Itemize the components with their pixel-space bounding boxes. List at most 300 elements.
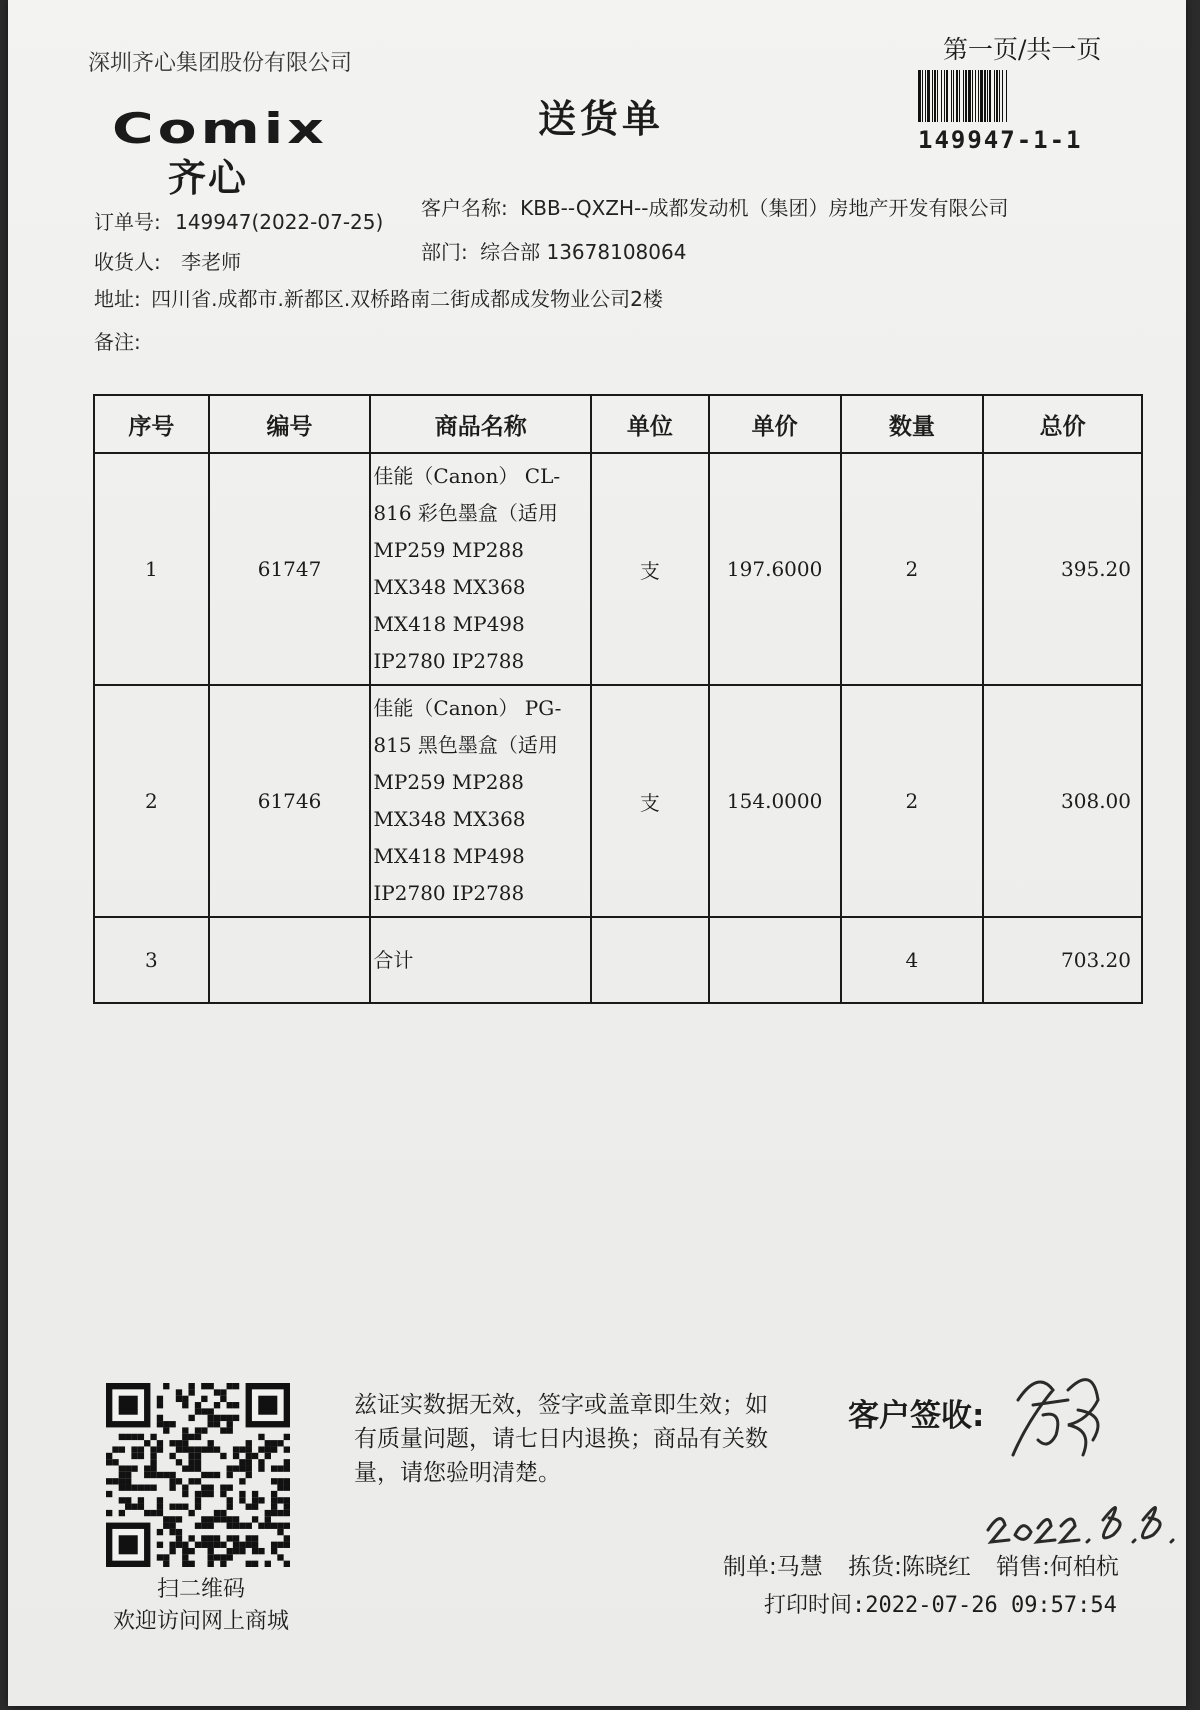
- qr-module: [265, 1523, 271, 1529]
- qr-module: [284, 1510, 290, 1516]
- qr-module: [246, 1472, 252, 1478]
- qr-module: [106, 1453, 112, 1459]
- qr-module: [163, 1554, 169, 1560]
- qr-module: [195, 1459, 201, 1465]
- qr-module: [227, 1383, 233, 1389]
- qr-module: [284, 1561, 290, 1567]
- qr-module: [252, 1504, 258, 1510]
- qr-module: [246, 1453, 252, 1459]
- qr-module: [233, 1415, 239, 1421]
- sales-name: 何柏杭: [1049, 1554, 1119, 1580]
- customer-sign-label: 客户签收:: [848, 1398, 985, 1434]
- qr-module: [233, 1523, 239, 1529]
- qr-module: [182, 1465, 188, 1471]
- qr-module: [227, 1421, 233, 1427]
- qr-module: [176, 1459, 182, 1465]
- maker-name: 马慧: [776, 1554, 823, 1580]
- qr-module: [182, 1485, 188, 1491]
- cell-seq: 3: [94, 917, 209, 1003]
- logo-text-en: Comix: [112, 104, 328, 153]
- order-number: 149947(2022-07-25): [175, 210, 384, 234]
- delivery-note-paper: [8, 0, 1186, 1706]
- qr-module: [125, 1504, 131, 1510]
- qr-module: [195, 1408, 201, 1414]
- qr-module: [284, 1504, 290, 1510]
- customer-row: [421, 192, 1008, 221]
- qr-module: [157, 1497, 163, 1503]
- qr-module: [163, 1472, 169, 1478]
- qr-module: [284, 1497, 290, 1503]
- qr-module: [246, 1440, 252, 1446]
- qr-module: [112, 1478, 118, 1484]
- qr-module: [182, 1504, 188, 1510]
- qr-module: [227, 1504, 233, 1510]
- remark-row: [94, 326, 141, 355]
- qr-module: [233, 1548, 239, 1554]
- qr-module: [271, 1497, 277, 1503]
- qr-module: [169, 1440, 175, 1446]
- qr-module: [271, 1548, 277, 1554]
- qr-module: [169, 1504, 175, 1510]
- staff-row: [723, 1548, 1119, 1581]
- qr-module: [125, 1478, 131, 1484]
- qr-module: [220, 1427, 226, 1433]
- qr-module: [176, 1542, 182, 1548]
- cell-total: 308.00: [983, 685, 1142, 917]
- qr-module: [150, 1472, 156, 1478]
- qr-module: [125, 1434, 131, 1440]
- qr-module: [182, 1446, 188, 1452]
- qr-module: [119, 1434, 125, 1440]
- qr-module: [265, 1440, 271, 1446]
- company-name: 深圳齐心集团股份有限公司: [88, 51, 353, 76]
- items-table: [93, 394, 1143, 1004]
- qr-module: [265, 1516, 271, 1522]
- qr-module: [169, 1472, 175, 1478]
- qr-module: [169, 1542, 175, 1548]
- qr-module: [201, 1396, 207, 1402]
- qr-module: [214, 1446, 220, 1452]
- cell-sum-label: 合计: [370, 917, 591, 1003]
- qr-module: [277, 1529, 283, 1535]
- qr-module: [220, 1485, 226, 1491]
- qr-module: [150, 1465, 156, 1471]
- qr-module: [195, 1497, 201, 1503]
- cell-seq: 1: [94, 453, 209, 685]
- qr-module: [277, 1510, 283, 1516]
- qr-module: [138, 1485, 144, 1491]
- address-value: 四川省.成都市.新都区.双桥路南二街成都成发物业公司2楼: [151, 287, 663, 311]
- qr-module: [227, 1548, 233, 1554]
- remark-label: 备注:: [94, 330, 141, 354]
- header-unit-price: 单价: [709, 395, 841, 453]
- cell-product-name: 佳能（Canon） PG-815 黑色墨盒（适用 MP259 MP288 MX348 MX368 MX418 MP498 IP2780 IP2788: [370, 685, 591, 917]
- qr-module: [169, 1548, 175, 1554]
- qr-module: [106, 1478, 112, 1484]
- picker-name: 陈晓红: [901, 1554, 971, 1580]
- qr-module: [195, 1402, 201, 1408]
- cell-unit: [591, 917, 709, 1003]
- logo-text-cn: 齐心: [168, 156, 249, 200]
- qr-module: [169, 1478, 175, 1484]
- qr-module: [188, 1453, 194, 1459]
- qr-module: [131, 1453, 137, 1459]
- qr-module: [284, 1523, 290, 1529]
- qr-module: [182, 1491, 188, 1497]
- qr-module: [220, 1389, 226, 1395]
- cell-total: 395.20: [983, 453, 1142, 685]
- qr-module: [239, 1465, 245, 1471]
- order-number-label: 订单号:: [94, 210, 161, 234]
- qr-module: [201, 1408, 207, 1414]
- qr-module: [157, 1415, 163, 1421]
- qr-module: [214, 1389, 220, 1395]
- qr-module: [271, 1510, 277, 1516]
- signature-date: [983, 1490, 1183, 1550]
- qr-module: [138, 1504, 144, 1510]
- qr-module: [188, 1415, 194, 1421]
- qr-caption-visit: 欢迎访问网上商城: [112, 1609, 289, 1634]
- qr-module: [195, 1453, 201, 1459]
- qr-module: [284, 1485, 290, 1491]
- qr-module: [284, 1446, 290, 1452]
- qr-module: [220, 1561, 226, 1567]
- qr-caption-scan: 扫二维码: [156, 1577, 245, 1602]
- qr-module: [208, 1561, 214, 1567]
- qr-module: [119, 1485, 125, 1491]
- qr-module: [182, 1542, 188, 1548]
- qr-module: [208, 1446, 214, 1452]
- qr-module: [208, 1485, 214, 1491]
- qr-module: [157, 1504, 163, 1510]
- qr-module: [169, 1523, 175, 1529]
- qr-module: [176, 1440, 182, 1446]
- qr-module: [182, 1427, 188, 1433]
- qr-module: [284, 1535, 290, 1541]
- qr-module: [176, 1535, 182, 1541]
- qr-module: [182, 1434, 188, 1440]
- qr-module: [157, 1402, 163, 1408]
- qr-module: [150, 1459, 156, 1465]
- qr-module: [157, 1529, 163, 1535]
- maker-label: 制单:: [723, 1554, 777, 1580]
- comix-logo: [112, 104, 328, 202]
- qr-module: [163, 1561, 169, 1567]
- qr-module: [169, 1485, 175, 1491]
- qr-module: [201, 1485, 207, 1491]
- cell-seq: 2: [94, 685, 209, 917]
- qr-module: [201, 1535, 207, 1541]
- qr-module: [258, 1459, 264, 1465]
- header-code: 编号: [209, 395, 371, 453]
- qr-module: [239, 1459, 245, 1465]
- qr-module: [201, 1523, 207, 1529]
- qr-module: [258, 1434, 264, 1440]
- qr-module: [201, 1542, 207, 1548]
- qr-module: [157, 1396, 163, 1402]
- qr-code: [106, 1383, 290, 1567]
- qr-module: [277, 1465, 283, 1471]
- receiver-name: 李老师: [181, 250, 242, 274]
- qr-module: [220, 1415, 226, 1421]
- qr-module: [125, 1472, 131, 1478]
- receiver-row: [94, 246, 241, 275]
- qr-module: [157, 1510, 163, 1516]
- qr-module: [258, 1548, 264, 1554]
- qr-module: [239, 1523, 245, 1529]
- qr-module: [258, 1497, 264, 1503]
- qr-module: [208, 1408, 214, 1414]
- cell-code: 61746: [209, 685, 371, 917]
- qr-module: [246, 1446, 252, 1452]
- qr-module: [246, 1561, 252, 1567]
- cell-quantity: 4: [841, 917, 984, 1003]
- qr-module: [239, 1491, 245, 1497]
- qr-module: [119, 1396, 138, 1415]
- cell-unit: 支: [591, 453, 709, 685]
- qr-module: [252, 1516, 258, 1522]
- qr-module: [182, 1548, 188, 1554]
- qr-module: [227, 1402, 233, 1408]
- address-row: [94, 283, 663, 312]
- qr-module: [220, 1453, 226, 1459]
- qr-module: [176, 1504, 182, 1510]
- picker-label: 拣货:: [848, 1554, 902, 1580]
- qr-module: [188, 1383, 194, 1389]
- qr-module: [271, 1504, 277, 1510]
- qr-module: [119, 1497, 125, 1503]
- qr-module: [112, 1459, 118, 1465]
- qr-module: [208, 1491, 214, 1497]
- qr-module: [208, 1548, 214, 1554]
- qr-module: [265, 1510, 271, 1516]
- qr-module: [246, 1465, 252, 1471]
- qr-module: [119, 1446, 125, 1452]
- qr-module: [239, 1548, 245, 1554]
- qr-module: [214, 1554, 220, 1560]
- qr-module: [277, 1478, 283, 1484]
- qr-module: [131, 1446, 137, 1452]
- qr-module: [182, 1402, 188, 1408]
- print-time-label: 打印时间:: [764, 1593, 866, 1618]
- qr-module: [138, 1434, 144, 1440]
- qr-module: [131, 1485, 137, 1491]
- qr-module: [188, 1478, 194, 1484]
- qr-module: [220, 1542, 226, 1548]
- department-value: 综合部 13678108064: [480, 240, 687, 264]
- barcode-number: 149947-1-1: [918, 126, 1083, 154]
- qr-module: [169, 1529, 175, 1535]
- cell-product-name: 佳能（Canon） CL-816 彩色墨盒（适用 MP259 MP288 MX348 MX368 MX418 MP498 IP2780 IP2788: [370, 453, 591, 685]
- qr-module: [214, 1472, 220, 1478]
- qr-module: [150, 1446, 156, 1452]
- qr-module: [258, 1396, 277, 1415]
- qr-module: [201, 1516, 207, 1522]
- receiver-label: 收货人:: [94, 250, 161, 274]
- qr-module: [214, 1516, 220, 1522]
- qr-module: [284, 1478, 290, 1484]
- qr-module: [163, 1421, 169, 1427]
- qr-module: [157, 1446, 163, 1452]
- qr-module: [233, 1516, 239, 1522]
- qr-module: [176, 1529, 182, 1535]
- qr-module: [284, 1542, 290, 1548]
- qr-module: [271, 1523, 277, 1529]
- qr-module: [176, 1446, 182, 1452]
- print-time: 2022-07-26 09:57:54: [865, 1593, 1117, 1618]
- qr-module: [252, 1497, 258, 1503]
- cell-quantity: 2: [841, 453, 984, 685]
- qr-module: [150, 1434, 156, 1440]
- qr-module: [208, 1535, 214, 1541]
- customer-name: KBB--QXZH--成都发动机（集团）房地产开发有限公司: [520, 196, 1009, 220]
- cell-unit-price: 154.0000: [709, 685, 841, 917]
- qr-module: [169, 1453, 175, 1459]
- qr-module: [239, 1542, 245, 1548]
- qr-module: [195, 1491, 201, 1497]
- qr-module: [188, 1510, 194, 1516]
- qr-module: [220, 1396, 226, 1402]
- qr-module: [125, 1485, 131, 1491]
- print-time-row: [764, 1588, 1117, 1619]
- qr-module: [284, 1465, 290, 1471]
- qr-module: [246, 1523, 252, 1529]
- qr-module: [201, 1491, 207, 1497]
- qr-module: [252, 1535, 258, 1541]
- qr-module: [182, 1440, 188, 1446]
- qr-module: [258, 1446, 264, 1452]
- qr-module: [131, 1504, 137, 1510]
- department-row: [421, 236, 686, 265]
- cell-unit: 支: [591, 685, 709, 917]
- qr-module: [265, 1561, 271, 1567]
- qr-module: [188, 1465, 194, 1471]
- sales-label: 销售:: [996, 1554, 1050, 1580]
- qr-module: [246, 1459, 252, 1465]
- table-total-row: [94, 917, 1142, 1003]
- cell-code: 61747: [209, 453, 371, 685]
- cell-total: 703.20: [983, 917, 1142, 1003]
- qr-module: [195, 1523, 201, 1529]
- qr-module: [208, 1383, 214, 1389]
- page-info: 第一页/共一页: [943, 35, 1102, 64]
- header-product-name: 商品名称: [370, 395, 591, 453]
- header-total: 总价: [983, 395, 1142, 453]
- qr-module: [233, 1542, 239, 1548]
- qr-module: [227, 1485, 233, 1491]
- qr-module: [233, 1446, 239, 1452]
- qr-module: [246, 1542, 252, 1548]
- qr-module: [138, 1453, 144, 1459]
- qr-module: [182, 1554, 188, 1560]
- qr-module: [227, 1497, 233, 1503]
- qr-module: [195, 1434, 201, 1440]
- qr-module: [284, 1434, 290, 1440]
- qr-module: [188, 1548, 194, 1554]
- qr-module: [195, 1465, 201, 1471]
- qr-module: [271, 1542, 277, 1548]
- qr-module: [182, 1561, 188, 1567]
- cell-unit-price: 197.6000: [709, 453, 841, 685]
- qr-module: [252, 1548, 258, 1554]
- barcode-bar: [1007, 70, 1009, 122]
- table-header-row: [94, 395, 1142, 453]
- qr-module: [233, 1453, 239, 1459]
- qr-module: [277, 1554, 283, 1560]
- qr-module: [208, 1472, 214, 1478]
- qr-module: [169, 1516, 175, 1522]
- qr-module: [265, 1453, 271, 1459]
- cell-code: [209, 917, 371, 1003]
- qr-module: [131, 1434, 137, 1440]
- qr-module: [182, 1396, 188, 1402]
- qr-module: [144, 1485, 150, 1491]
- qr-module: [150, 1510, 156, 1516]
- qr-module: [163, 1427, 169, 1433]
- qr-module: [214, 1535, 220, 1541]
- qr-module: [106, 1491, 112, 1497]
- qr-module: [214, 1510, 220, 1516]
- qr-module: [144, 1510, 150, 1516]
- qr-module: [227, 1535, 233, 1541]
- qr-module: [176, 1396, 182, 1402]
- qr-module: [227, 1465, 233, 1471]
- table-row: [94, 453, 1142, 685]
- qr-module: [176, 1389, 182, 1395]
- barcode: [918, 70, 1128, 122]
- qr-module: [208, 1516, 214, 1522]
- cell-quantity: 2: [841, 685, 984, 917]
- customer-label: 客户名称:: [421, 196, 508, 220]
- qr-module: [220, 1516, 226, 1522]
- qr-module: [163, 1383, 169, 1389]
- qr-module: [227, 1415, 233, 1421]
- qr-module: [157, 1554, 163, 1560]
- qr-caption: [96, 1574, 306, 1638]
- qr-module: [119, 1510, 125, 1516]
- qr-module: [239, 1497, 245, 1503]
- address-label: 地址:: [94, 287, 141, 311]
- qr-module: [157, 1440, 163, 1446]
- qr-module: [239, 1446, 245, 1452]
- qr-module: [227, 1427, 233, 1433]
- qr-module: [119, 1465, 125, 1471]
- qr-module: [119, 1478, 125, 1484]
- qr-module: [208, 1523, 214, 1529]
- qr-module: [233, 1465, 239, 1471]
- qr-module: [195, 1542, 201, 1548]
- qr-module: [252, 1561, 258, 1567]
- qr-module: [258, 1523, 264, 1529]
- qr-module: [138, 1497, 144, 1503]
- qr-module: [144, 1440, 150, 1446]
- qr-module: [277, 1542, 283, 1548]
- qr-module: [195, 1478, 201, 1484]
- qr-module: [119, 1535, 138, 1554]
- qr-module: [201, 1383, 207, 1389]
- qr-module: [214, 1415, 220, 1421]
- qr-module: [119, 1472, 125, 1478]
- order-number-row: [94, 206, 383, 235]
- header-quantity: 数量: [841, 395, 984, 453]
- department-label: 部门:: [421, 240, 468, 264]
- qr-module: [188, 1389, 194, 1395]
- notice-text: 兹证实数据无效，签字或盖章即生效；如有质量问题，请七日内退换；商品有关数量，请您验明清楚。: [354, 1392, 768, 1486]
- qr-module: [176, 1516, 182, 1522]
- qr-module: [271, 1491, 277, 1497]
- qr-module: [106, 1459, 112, 1465]
- qr-module: [220, 1491, 226, 1497]
